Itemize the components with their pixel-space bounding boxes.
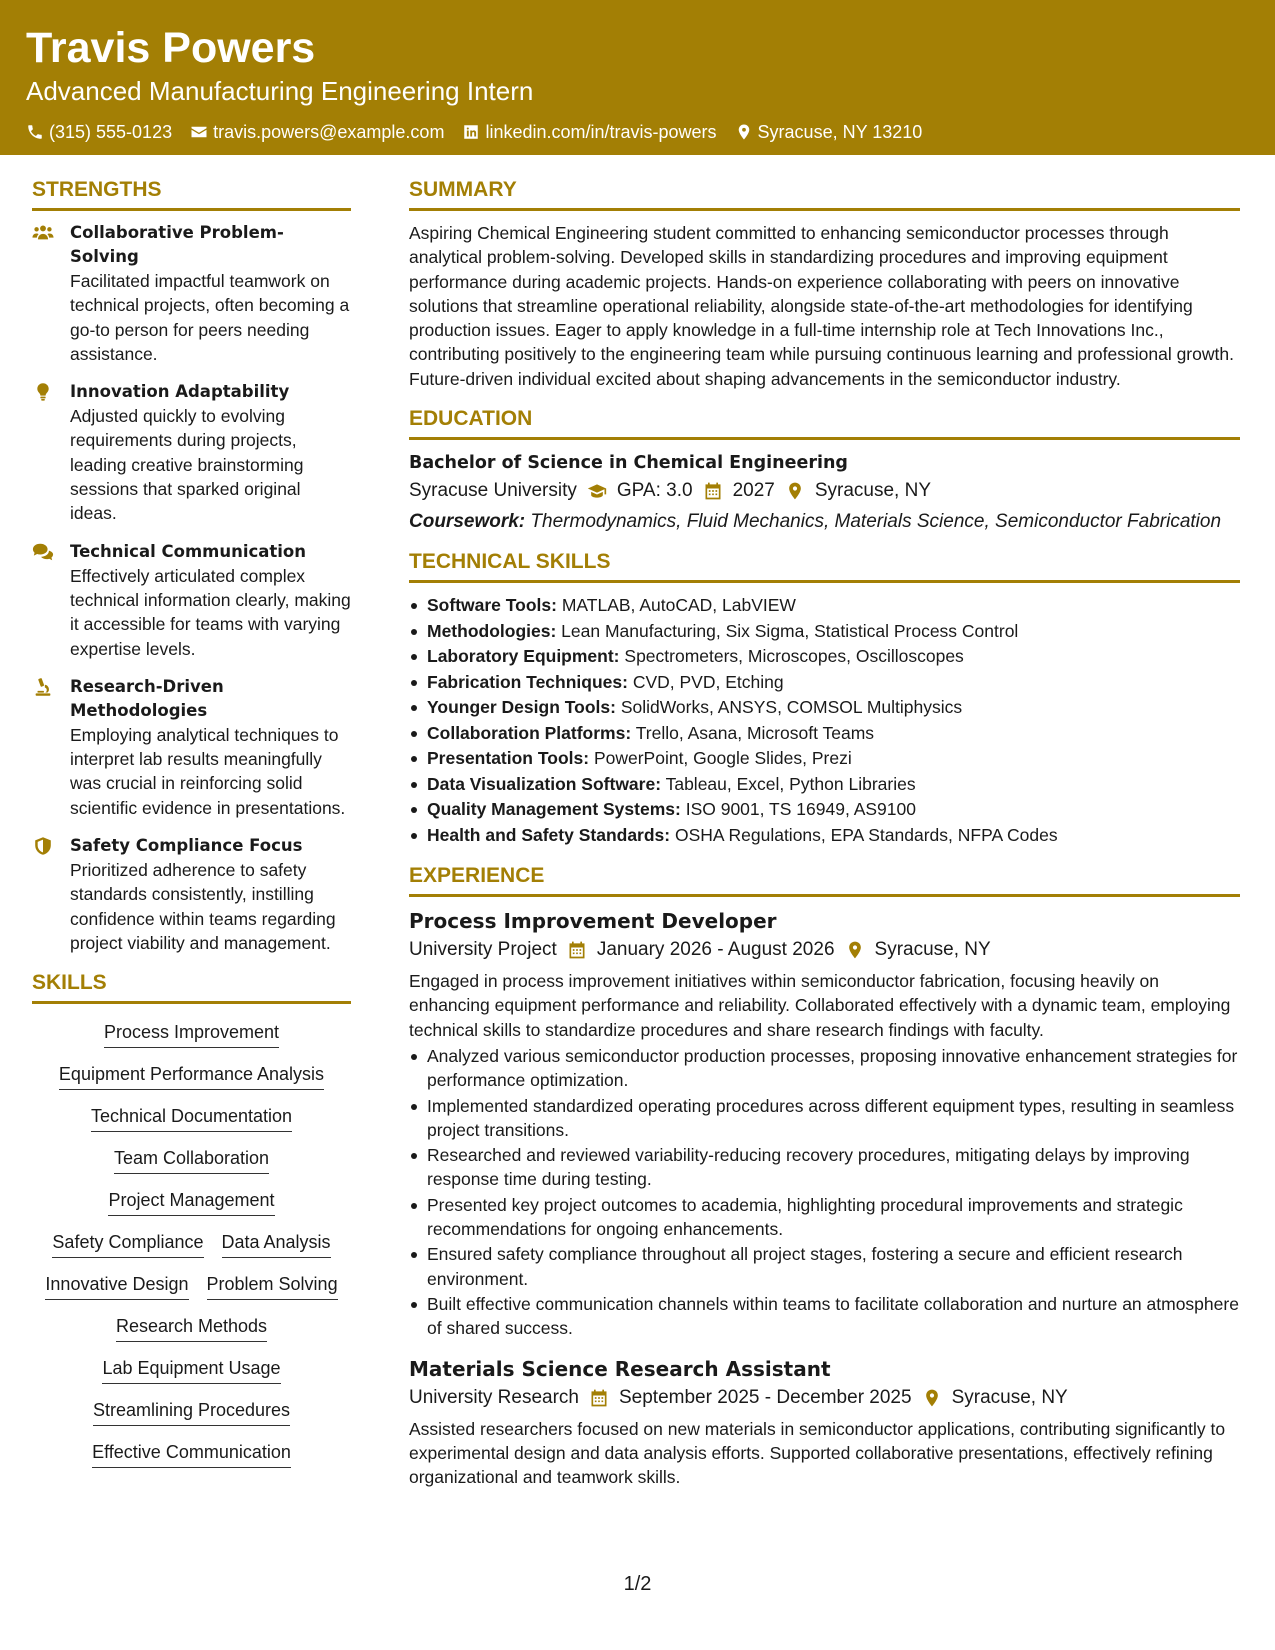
tech-skill-label: Fabrication Techniques: <box>427 671 628 692</box>
list-item <box>409 670 1240 696</box>
job-org: University Research <box>409 1386 579 1408</box>
contact-email[interactable] <box>190 120 444 144</box>
skill-chip: Team Collaboration <box>114 1146 269 1174</box>
strength-title: Innovation Adaptability <box>70 382 290 402</box>
gpa-text: GPA: 3.0 <box>616 480 693 502</box>
skill-chip: Data Analysis <box>222 1230 331 1258</box>
strength-item <box>32 380 351 525</box>
list-item <box>409 721 1240 747</box>
contact-linkedin[interactable] <box>462 120 716 144</box>
strength-desc: Employing analytical techniques to interpret lab results meaningfully was crucial in reinforcing solid scientific evidence in presentations. <box>70 724 346 818</box>
list-item: Ensured safety compliance throughout all project stages, fostering a secure and efficient research environment. <box>409 1242 1240 1291</box>
experience-heading: EXPERIENCE <box>409 862 1240 897</box>
job-title: Materials Science Research Assistant <box>409 1356 831 1381</box>
tech-skill-label: Younger Design Tools: <box>427 697 616 718</box>
tech-skill-label: Health and Safety Standards: <box>427 824 671 845</box>
contact-phone <box>26 120 172 144</box>
education-heading: EDUCATION <box>409 405 1240 440</box>
strength-desc: Adjusted quickly to evolving requirements during projects, leading creative brainstorming sessions that sparked original ideas. <box>70 406 304 524</box>
list-item: Researched and reviewed variability-reducing recovery procedures, mitigating delays by improving response time during testing. <box>409 1143 1240 1192</box>
phone-icon <box>26 123 44 141</box>
list-item: Built effective communication channels within teams to facilitate collaboration and nurture an atmosphere of shared success. <box>409 1292 1240 1341</box>
lightbulb-icon <box>32 382 54 402</box>
education-meta <box>409 476 1240 506</box>
skill-chip: Project Management <box>108 1188 274 1216</box>
technical-skills-heading: TECHNICAL SKILLS <box>409 548 1240 583</box>
candidate-name: Travis Powers <box>26 24 316 72</box>
phone-text: (315) 555-0123 <box>49 122 173 142</box>
strength-item <box>32 540 351 661</box>
list-item <box>409 619 1240 645</box>
list-item <box>409 746 1240 772</box>
strength-desc: Prioritized adherence to safety standards consistently, instilling confidence within teams regarding project viability and management. <box>70 860 336 953</box>
contact-bar <box>26 120 1249 144</box>
calendar-icon <box>589 1388 609 1408</box>
tech-skill-label: Software Tools: <box>427 595 557 616</box>
list-item <box>409 772 1240 798</box>
strength-title: Safety Compliance Focus <box>70 836 303 856</box>
right-column <box>409 176 1240 1489</box>
strength-item <box>32 221 351 366</box>
linkedin-text[interactable]: linkedin.com/in/travis-powers <box>485 122 717 142</box>
skills-list <box>32 1014 351 1468</box>
job-summary: Assisted researchers focused on new materials in semiconductor applications, contributing significantly to experimental design and data analysis efforts. Supported collaborative presentations, effectively refining organizational and teamwork skills. <box>409 1418 1226 1488</box>
job-location: Syracuse, NY <box>951 1386 1068 1408</box>
strength-item <box>32 834 351 955</box>
tech-skill-label: Collaboration Platforms: <box>427 722 632 743</box>
list-item <box>409 593 1240 619</box>
technical-skills-list <box>409 593 1240 848</box>
skill-chip: Safety Compliance <box>52 1230 203 1258</box>
list-item <box>409 823 1240 849</box>
skill-chip: Streamlining Procedures <box>93 1398 290 1426</box>
list-item: Presented key project outcomes to academia, highlighting procedural improvements and strategic recommendations for ongoing enhancements. <box>409 1193 1240 1242</box>
comments-icon <box>32 542 54 562</box>
strength-title: Technical Communication <box>70 541 307 561</box>
skill-chip: Problem Solving <box>207 1272 338 1300</box>
list-item <box>409 797 1240 823</box>
shield-icon <box>32 836 54 856</box>
tech-skill-value: Trello, Asana, Microsoft Teams <box>635 722 875 743</box>
left-column <box>32 176 351 1468</box>
map-pin-icon <box>785 481 805 501</box>
tech-skill-value: Tableau, Excel, Python Libraries <box>665 773 916 794</box>
tech-skill-label: Data Visualization Software: <box>427 773 662 794</box>
job-org: University Project <box>409 939 557 961</box>
map-pin-icon <box>845 940 865 960</box>
skill-chip: Process Improvement <box>104 1020 279 1048</box>
email-text[interactable]: travis.powers@example.com <box>213 122 445 142</box>
job-meta <box>409 1383 1240 1413</box>
degree-title: Bachelor of Science in Chemical Engineering <box>409 453 848 474</box>
job-location: Syracuse, NY <box>874 939 991 961</box>
skill-chip: Lab Equipment Usage <box>102 1356 280 1384</box>
list-item <box>409 695 1240 721</box>
job-meta <box>409 935 1240 965</box>
job-dates: January 2026 - August 2026 <box>596 939 835 961</box>
tech-skill-value: MATLAB, AutoCAD, LabVIEW <box>561 595 796 616</box>
tech-skill-label: Presentation Tools: <box>427 748 590 769</box>
summary-heading: SUMMARY <box>409 176 1240 211</box>
strengths-heading: STRENGTHS <box>32 176 351 211</box>
map-pin-icon <box>922 1388 942 1408</box>
tech-skill-value: PowerPoint, Google Slides, Prezi <box>593 748 852 769</box>
graduation-year: 2027 <box>732 480 775 502</box>
coursework-label: Coursework: <box>409 511 526 533</box>
list-item <box>409 644 1240 670</box>
list-item: Analyzed various semiconductor production processes, proposing innovative enhancement strategies for performance optimization. <box>409 1044 1240 1093</box>
tech-skill-value: Spectrometers, Microscopes, Oscilloscopes <box>624 646 964 667</box>
candidate-title: Advanced Manufacturing Engineering Intern <box>26 76 534 106</box>
tech-skill-value: OSHA Regulations, EPA Standards, NFPA Codes <box>675 824 1058 845</box>
tech-skill-value: CVD, PVD, Etching <box>632 671 784 692</box>
envelope-icon <box>190 123 208 141</box>
microscope-icon <box>32 677 54 697</box>
tech-skill-value: Lean Manufacturing, Six Sigma, Statistical Process Control <box>561 620 1019 641</box>
tech-skill-label: Laboratory Equipment: <box>427 646 620 667</box>
calendar-icon <box>703 481 723 501</box>
location-text: Syracuse, NY 13210 <box>757 122 923 142</box>
skill-chip: Equipment Performance Analysis <box>59 1062 324 1090</box>
users-icon <box>32 223 54 243</box>
strength-item <box>32 675 351 820</box>
tech-skill-label: Quality Management Systems: <box>427 799 681 820</box>
coursework-list: Thermodynamics, Fluid Mechanics, Materials Science, Semiconductor Fabrication <box>530 511 1222 533</box>
school-location: Syracuse, NY <box>814 480 932 502</box>
coursework <box>409 510 1240 534</box>
strength-title: Research-Driven Methodologies <box>70 676 224 720</box>
summary-text: Aspiring Chemical Engineering student committed to enhancing semiconductor processes through analytical problem-solving. Developed skills in standardizing procedures and improving equipment performance during academic projects. Hands-on experience collaborating with peers on innovative solutions that streamline operational reliability, alongside state-of-the-art methodologies for identifying production issues. Eager to apply knowledge in a full-time internship role at Tech Innovations Inc., contributing positively to the engineering team while pursuing continuous learning and professional growth. Future-driven individual excited about shaping advancements in the semiconductor industry. <box>409 223 1234 389</box>
skill-chip: Innovative Design <box>45 1272 188 1300</box>
map-pin-icon <box>735 123 753 141</box>
job-dates: September 2025 - December 2025 <box>619 1386 912 1408</box>
linkedin-icon <box>462 123 480 141</box>
job-summary: Engaged in process improvement initiatives within semiconductor fabrication, focusing heavily on enhancing equipment performance and reliability. Collaborated effectively with a dynamic team, employing technical skills to standardize procedures and share research findings with faculty. <box>409 971 1231 1040</box>
skill-chip: Effective Communication <box>92 1440 291 1468</box>
graduation-cap-icon <box>587 481 607 501</box>
job-title: Process Improvement Developer <box>409 909 777 934</box>
calendar-icon <box>567 940 587 960</box>
resume-header <box>0 0 1275 155</box>
contact-location <box>735 120 923 144</box>
list-item: Implemented standardized operating procedures across different equipment types, resulting in seamless project transitions. <box>409 1094 1240 1143</box>
strength-desc: Effectively articulated complex technical information clearly, making it accessible for teams with varying expertise levels. <box>70 565 351 659</box>
strength-title: Collaborative Problem-Solving <box>70 223 284 266</box>
school-name: Syracuse University <box>409 480 577 502</box>
page-number: 1/2 <box>623 1573 652 1595</box>
skill-chip: Research Methods <box>116 1314 267 1342</box>
tech-skill-value: ISO 9001, TS 16949, AS9100 <box>685 799 916 820</box>
job-bullets <box>409 1044 1240 1341</box>
skill-chip: Technical Documentation <box>91 1104 292 1132</box>
skills-heading: SKILLS <box>32 969 351 1004</box>
tech-skill-value: SolidWorks, ANSYS, COMSOL Multiphysics <box>620 697 963 718</box>
tech-skill-label: Methodologies: <box>427 620 557 641</box>
strength-desc: Facilitated impactful teamwork on technical projects, often becoming a go-to person for peers needing assistance. <box>70 271 350 364</box>
